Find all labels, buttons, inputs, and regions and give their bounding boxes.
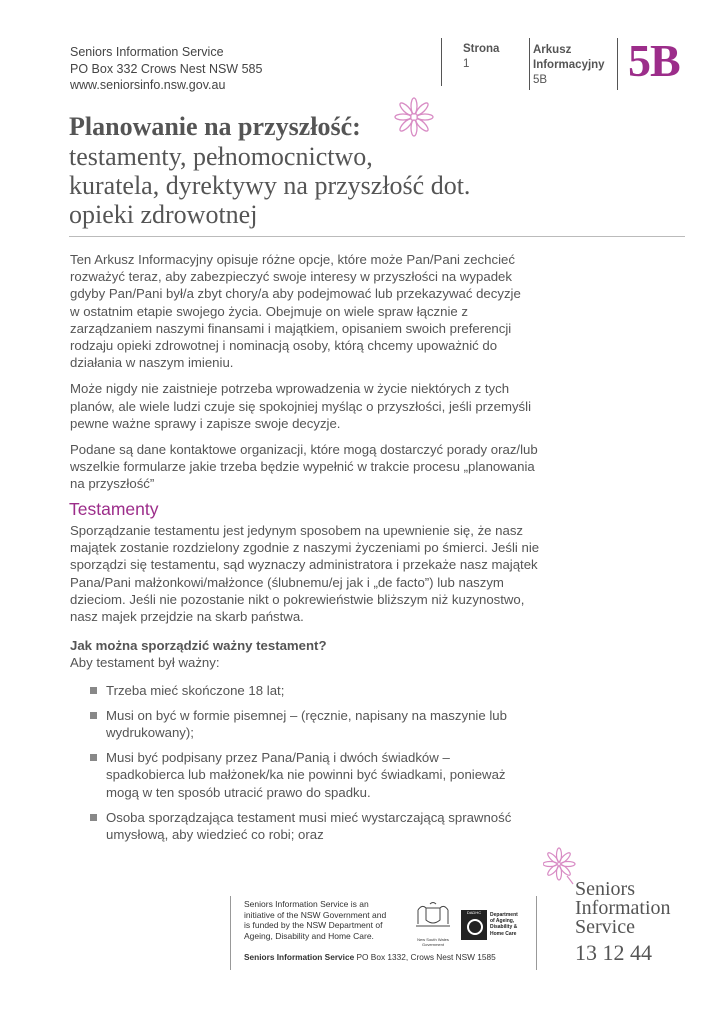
nsw-government-logo: New South Wales Government <box>412 900 454 947</box>
page-number: 1 <box>463 58 470 70</box>
header-divider <box>441 38 442 86</box>
sheet-label-1: Arkusz <box>533 44 572 56</box>
dadhc-logo <box>461 910 521 940</box>
section-heading-testamenty: Testamenty <box>69 499 159 519</box>
testamenty-paragraph: Sporządzanie testamentu jest jedynym sposobem na upewnienie się, że nasz majątek zostanie rozdzielony zgodnie z naszymi życzeniami po śmierci. Jeśli nie sporządzi się testamentu, sąd wyznaczy administratora i przekaże nasz majątek Pana/Pani małżonkowi/małżonce (ślubnemu/ej jak i „de facto”) lub naszym dzieciom. Jeśli nie pozostanie nikt o pokrewieństwie bliższym niż kuzynostwo, nasz majek przejdzie na skarb państwa. <box>70 523 540 625</box>
title-line-2: testamenty, pełnomocnictwo, <box>69 142 373 171</box>
list-item: Musi on być w formie pisemnej – (ręcznie, napisany na maszynie lub wydrukowany); <box>88 707 570 741</box>
list-item: Musi być podpisany przez Pana/Panią i dwóch świadków – spadkobierca lub małżonek/ka nie powinni być świadkami, ponieważ mogą w ten sposób utracić prawo do spadku. <box>88 749 570 801</box>
sheet-code: 5B <box>533 74 548 86</box>
question-heading: Jak można sporządzić ważny testament? <box>70 638 327 654</box>
question-subtitle: Aby testament był ważny: <box>70 655 220 671</box>
bullet-square-icon <box>90 687 97 694</box>
bullet-square-icon <box>90 814 97 821</box>
intro-paragraph-3: Podane są dane kontaktowe organizacji, które mogą dostarczyć porady oraz/lub wszelkie formularze jakie trzeba będzie wypełnić w trakcie procesu „planowania na przyszłość” <box>70 442 538 492</box>
title-divider <box>69 236 685 237</box>
footer-funding-note: Seniors Information Service is an initiative of the NSW Government and is funded by the NSW Department of Ageing, Disability and Home Care. <box>244 899 387 941</box>
org-name: Seniors Information Service <box>70 45 224 59</box>
sheet-label-2: Informacyjny <box>533 59 605 71</box>
title-line-3: kuratela, dyrektywy na przyszłość dot. <box>69 171 471 200</box>
question-block <box>70 637 570 671</box>
header-address <box>70 44 262 94</box>
po-box: PO Box 332 Crows Nest NSW 585 <box>70 61 263 76</box>
website-link[interactable]: www.seniorsinfo.nsw.gov.au <box>70 78 226 92</box>
requirements-list <box>88 682 570 844</box>
bullet-square-icon <box>90 712 97 719</box>
header-divider <box>617 38 618 90</box>
brand-phone: 13 12 44 <box>575 940 652 965</box>
footer-divider <box>536 896 537 970</box>
page-label: Strona <box>463 43 500 55</box>
brand-flower-icon <box>543 846 577 886</box>
title-line-4: opieki zdrowotnej <box>69 200 258 229</box>
dadhc-logo-mark: DADHC <box>461 910 487 940</box>
intro-paragraph-1: Ten Arkusz Informacyjny opisuje różne opcje, które może Pan/Pani zechcieć rozważyć teraz, aby zabezpieczyć swoje interesy w przyszłości na wypadek gdyby Pan/Pani był/a zbyt chory/a aby podejmować lub przekazywać decyzje w ostatnim etapie swojego życia. Obejmuje on wiele spraw łącznie z zarządzaniem naszymi finansami i majątkiem, opisaniem swoich preferencji rodzaju opieki zdrowotnej i nominacją osoby, którą chcemy upoważnić do działania w naszym imieniu. <box>70 252 521 371</box>
nsw-crest-icon <box>412 900 454 932</box>
bullet-square-icon <box>90 754 97 761</box>
header-divider <box>529 38 530 90</box>
brand-name: Seniors Information Service <box>575 878 671 938</box>
title-line-1: Planowanie na przyszłość: <box>69 112 361 141</box>
dadhc-circle-icon <box>467 919 483 935</box>
page-indicator <box>463 43 499 70</box>
intro-section <box>70 251 570 502</box>
list-item: Osoba sporządzająca testament musi mieć wystarczającą sprawność umysłową, aby wiedzieć co robi; oraz <box>88 809 570 843</box>
sheet-indicator <box>533 43 605 88</box>
intro-paragraph-2: Może nigdy nie zaistnieje potrzeba wprowadzenia w życie niektórych z tych planów, ale wiele ludzi czuje się spokojniej myśląc o przyszłości, jeśli przemyśli pewne ważne sprawy i zapisze swoje decyzje. <box>70 381 532 431</box>
sheet-code-large: 5B <box>628 35 680 86</box>
page-title <box>69 112 470 229</box>
footer-address: Seniors Information Service PO Box 1332, Crows Nest NSW 1585 <box>244 952 496 962</box>
list-item: Trzeba mieć skończone 18 lat; <box>88 682 570 699</box>
footer-divider <box>230 896 231 970</box>
testamenty-section <box>70 522 570 851</box>
dadhc-text: Department of Ageing, Disability & Home Care <box>490 912 518 937</box>
